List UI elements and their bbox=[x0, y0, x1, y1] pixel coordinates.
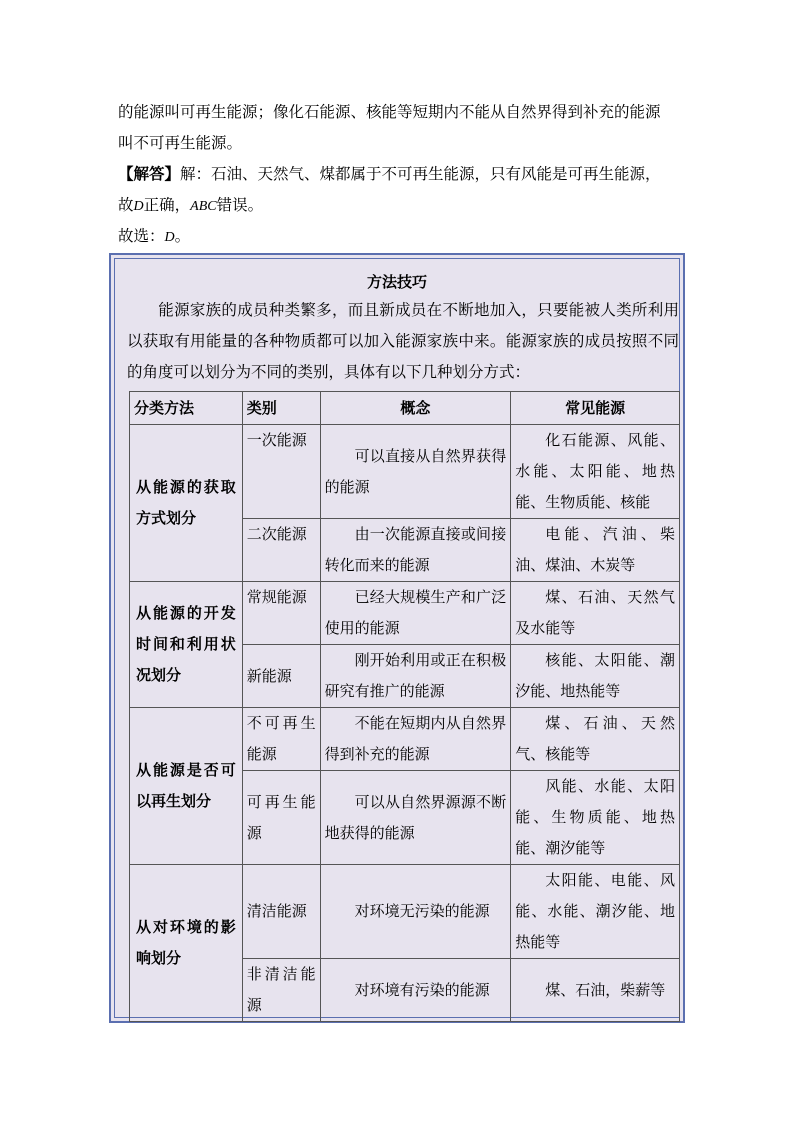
concept-cell: 已经大规模生产和广泛使用的能源 bbox=[320, 582, 511, 645]
kind-cell: 可再生能源 bbox=[242, 771, 320, 865]
method-cell: 从能源是否可以再生划分 bbox=[130, 708, 243, 865]
concept-cell: 不能在短期内从自然界得到补充的能源 bbox=[320, 708, 511, 771]
kind-cell: 常规能源 bbox=[242, 582, 320, 645]
header-energy: 常见能源 bbox=[511, 392, 680, 425]
kind-cell: 新能源 bbox=[242, 645, 320, 708]
choice-end: 。 bbox=[174, 227, 191, 245]
kind-cell: 清洁能源 bbox=[242, 865, 320, 959]
energy-cell: 太阳能、电能、风能、水能、潮汐能、地热能等 bbox=[511, 865, 680, 959]
answer-text: 解：石油、天然气、煤都属于不可再生能源，只有风能是可再生能源， bbox=[180, 165, 661, 183]
conclusion-post: 错误。 bbox=[216, 196, 264, 214]
conclusion-pre: 故 bbox=[118, 196, 134, 214]
kind-cell: 不可再生能源 bbox=[242, 708, 320, 771]
option-d: D bbox=[133, 199, 144, 214]
header-concept: 概念 bbox=[320, 392, 511, 425]
conclusion-mid: 正确， bbox=[143, 196, 191, 214]
tips-paragraph-text: 能源家族的成员种类繁多，而且新成员在不断地加入，只要能被人类所利用以获取有用能量的各种物质都可以加入能源家族中来。能源家族的成员按照不同的角度可以划分为不同的类别，具体有以下几种划分方式： bbox=[127, 301, 679, 381]
energy-cell: 煤、石油、天然气及水能等 bbox=[511, 582, 680, 645]
answer-line bbox=[118, 163, 661, 185]
method-cell: 从能源的开发时间和利用状况划分 bbox=[130, 582, 243, 708]
tips-title: 方法技巧 bbox=[366, 273, 427, 291]
concept-cell: 可以从自然界源源不断地获得的能源 bbox=[320, 771, 511, 865]
tips-box bbox=[109, 253, 685, 1023]
concept-cell: 可以直接从自然界获得的能源 bbox=[320, 425, 511, 519]
energy-cell: 煤、石油，柴薪等 bbox=[511, 959, 680, 1022]
kind-cell: 二次能源 bbox=[242, 519, 320, 582]
choice-value: D bbox=[164, 230, 175, 245]
tips-paragraph bbox=[127, 295, 679, 388]
header-kind: 类别 bbox=[242, 392, 320, 425]
choice-line bbox=[118, 225, 190, 249]
method-cell: 从对环境的影响划分 bbox=[130, 865, 243, 1022]
concept-cell: 刚开始利用或正在积极研究有推广的能源 bbox=[320, 645, 511, 708]
energy-cell: 电能、汽油、柴油、煤油、木炭等 bbox=[511, 519, 680, 582]
table-row bbox=[130, 865, 680, 959]
choice-label: 故选： bbox=[118, 227, 165, 245]
conclusion-line bbox=[118, 194, 263, 218]
concept-cell: 对环境有污染的能源 bbox=[320, 959, 511, 1022]
energy-classification-table bbox=[129, 391, 680, 1022]
table-header-row bbox=[130, 392, 680, 425]
energy-cell: 煤、石油、天然气、核能等 bbox=[511, 708, 680, 771]
kind-cell: 一次能源 bbox=[242, 425, 320, 519]
table-row bbox=[130, 425, 680, 519]
option-abc: ABC bbox=[190, 199, 217, 214]
method-cell: 从能源的获取方式划分 bbox=[130, 425, 243, 582]
energy-cell: 核能、太阳能、潮汐能、地热能等 bbox=[511, 645, 680, 708]
table-row bbox=[130, 582, 680, 645]
tips-box-inner bbox=[114, 258, 680, 1018]
header-method: 分类方法 bbox=[130, 392, 243, 425]
table-row bbox=[130, 708, 680, 771]
intro-line-2: 叫不可再生能源。 bbox=[118, 134, 243, 152]
intro-line-1: 的能源叫可再生能源；像化石能源、核能等短期内不能从自然界得到补充的能源 bbox=[118, 103, 661, 121]
energy-cell: 化石能源、风能、水能、太阳能、地热能、生物质能、核能 bbox=[511, 425, 680, 519]
concept-cell: 对环境无污染的能源 bbox=[320, 865, 511, 959]
answer-label: 【解答】 bbox=[118, 164, 181, 183]
kind-cell: 非清洁能源 bbox=[242, 959, 320, 1022]
concept-cell: 由一次能源直接或间接转化而来的能源 bbox=[320, 519, 511, 582]
energy-cell: 风能、水能、太阳能、生物质能、地热能、潮汐能等 bbox=[511, 771, 680, 865]
